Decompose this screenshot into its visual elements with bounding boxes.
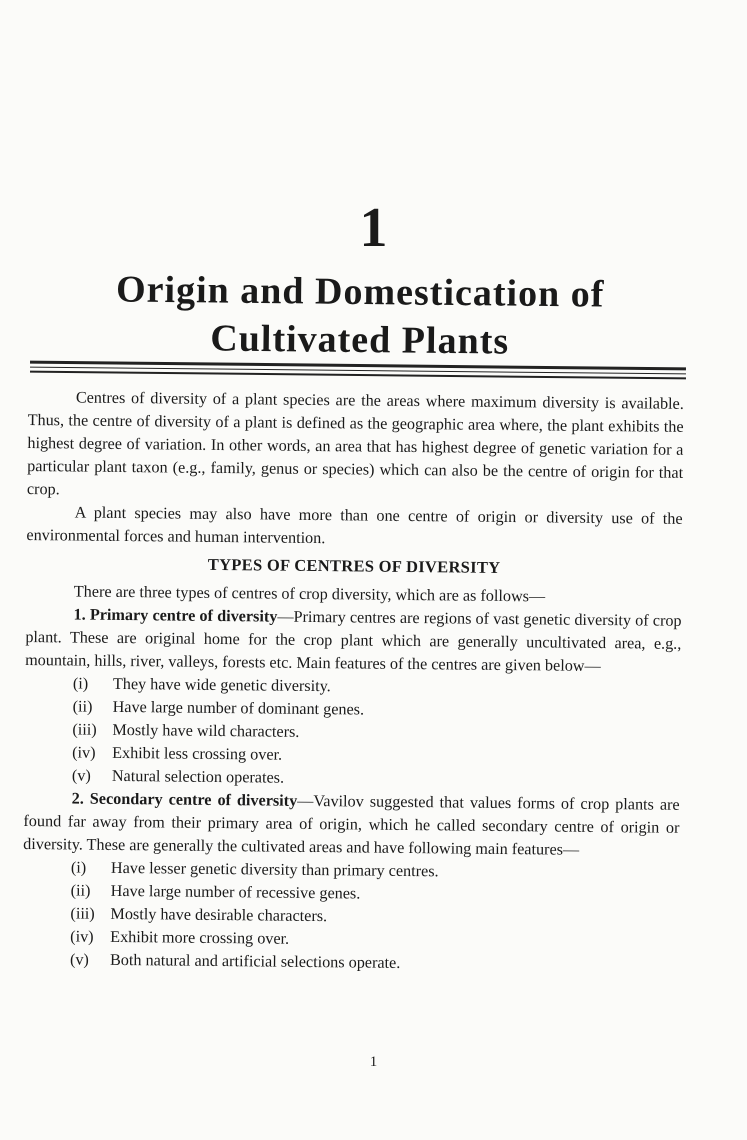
list-item: (i) Have lesser genetic diversity than primary centres. [70,858,439,881]
primary-text: —Primary centres are regions of vast genetic diversity of crop plant. These are original home for the crop plant which are generally uncultivated area, e.g., mountain, hills, river, valleys, forests etc. Main features of the centres are given below— [25,607,682,676]
chapter-body [22,386,684,978]
intro-paragraph-1: Centres of diversity of a plant species are the areas where maximum diversity is available. Thus, the centre of diversity of a plant is defined as the geographic area where, the plant exhibits the highest degree of variation. In other words, an area that has highest degree of genetic variation for a particular plant taxon (e.g., family, genus or species) which can also be the centre of origin for that crop. [26,388,684,499]
list-item: (ii) Have large number of dominant genes. [72,697,365,719]
list-item: (iv) Exhibit more crossing over. [70,927,290,948]
intro-paragraph-2: A plant species may also have more than one centre of origin or diversity use of the environmental forces and human intervention. [26,503,683,548]
list-item: (ii) Have large number of recessive genes. [70,881,361,903]
section-heading: TYPES OF CENTRES OF DIVERSITY [207,554,501,577]
chapter-title: Origin and Domestication of Cultivated Plants [115,268,605,363]
list-item: (iii) Mostly have wild characters. [72,720,300,741]
list-item: (i) They have wide genetic diversity. [72,674,331,696]
page-number: 1 [369,1054,378,1070]
list-item: (iv) Exhibit less crossing over. [72,743,283,764]
section-intro: There are three types of centres of crop diversity, which are as follows— [73,582,546,606]
chapter-number: 1 [359,197,388,259]
secondary-lead: 2. Secondary centre of diversity [71,789,298,810]
primary-features-list [24,672,681,794]
secondary-text: —Vavilov suggested that values forms of crop plants are found far away from their primary area of origin, which he called secondary centre of origin or diversity. These are generally the cultivated areas and have following main features— [23,791,680,859]
list-item: (iii) Mostly have desirable characters. [70,904,328,926]
secondary-features-list [22,856,679,978]
primary-paragraph [25,603,682,679]
secondary-paragraph [23,787,680,863]
primary-lead: 1. Primary centre of diversity [73,605,278,626]
list-item: (v) Natural selection operates. [71,766,285,787]
list-item: (v) Both natural and artificial selections operate. [69,950,401,972]
